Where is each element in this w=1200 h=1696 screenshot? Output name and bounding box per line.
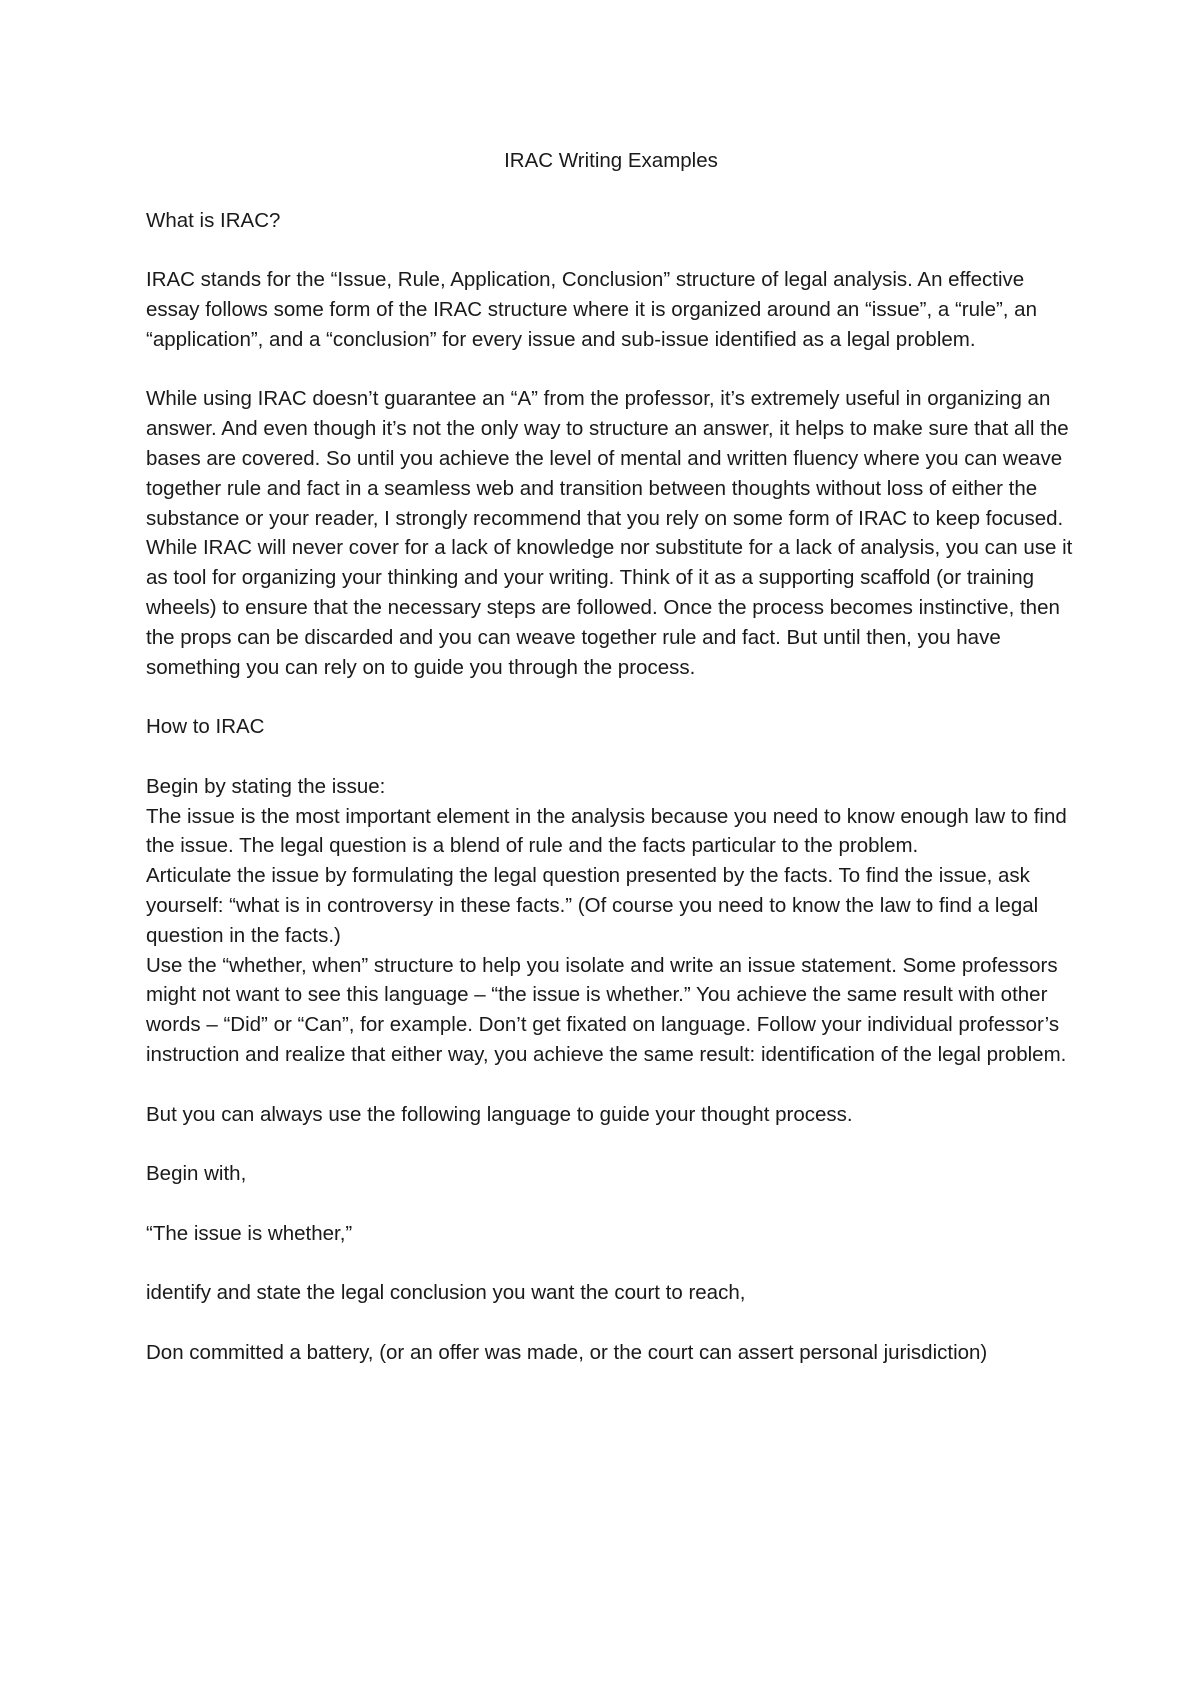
paragraph-quote: “The issue is whether,” [146, 1221, 353, 1245]
heading-how-to-irac: How to IRAC [146, 715, 265, 739]
paragraph-intro: IRAC stands for the “Issue, Rule, Application, Conclusion” structure of legal analysis. An effective essay follows some form of the IRAC structure where it is organized around an “issue”, a “rule”, an “application”, and a “conclusion” for every issue and sub-issue identified as a legal problem. [146, 268, 1037, 351]
paragraph-begin-with: Begin with, [146, 1162, 247, 1186]
paragraph-identify: identify and state the legal conclusion you want the court to reach, [146, 1281, 746, 1305]
paragraph-but-you-can: But you can always use the following language to guide your thought process. [146, 1102, 853, 1126]
heading-what-is-irac: What is IRAC? [146, 208, 281, 232]
paragraph-while-using-irac: While using IRAC doesn’t guarantee an “A” from the professor, it’s extremely useful in organizing an answer. And even though it’s not the only way to structure an answer, it helps to make sure that all the bases are covered. So until you achieve the level of mental and written fluency where you can weave together rule and fact in a seamless web and transition between thoughts without loss of either the substance or your reader, I strongly recommend that you rely on some form of IRAC to keep focused. While IRAC will never cover for a lack of knowledge nor substitute for a lack of analysis, you can use it as tool for organizing your thinking and your writing. Think of it as a supporting scaffold (or training wheels) to ensure that the necessary steps are followed. Once the process becomes instinctive, then the props can be discarded and you can weave together rule and fact. But until then, you have something you can rely on to guide you through the process. [146, 387, 1073, 679]
paragraph-issue-important: The issue is the most important element in the analysis because you need to know enough law to find the issue. The legal question is a blend of rule and the facts particular to the problem. [146, 804, 1067, 858]
subheading-begin-issue: Begin by stating the issue: [146, 774, 386, 798]
paragraph-don-battery: Don committed a battery, (or an offer was made, or the court can assert personal jurisdiction) [146, 1340, 988, 1364]
document-title: IRAC Writing Examples [504, 149, 718, 172]
document-page [146, 146, 1076, 1397]
paragraph-use-whether: Use the “whether, when” structure to help you isolate and write an issue statement. Some professors might not want to see this language – “the issue is whether.” You achieve the same result with other words – “Did” or “Can”, for example. Don’t get fixated on language. Follow your individual professor’s instruction and realize that either way, you achieve the same result: identification of the legal problem. [146, 953, 1067, 1066]
paragraph-articulate: Articulate the issue by formulating the legal question presented by the facts. To find the issue, ask yourself: “what is in controversy in these facts.” (Of course you need to know the law to find a legal question in the facts.) [146, 864, 1039, 947]
